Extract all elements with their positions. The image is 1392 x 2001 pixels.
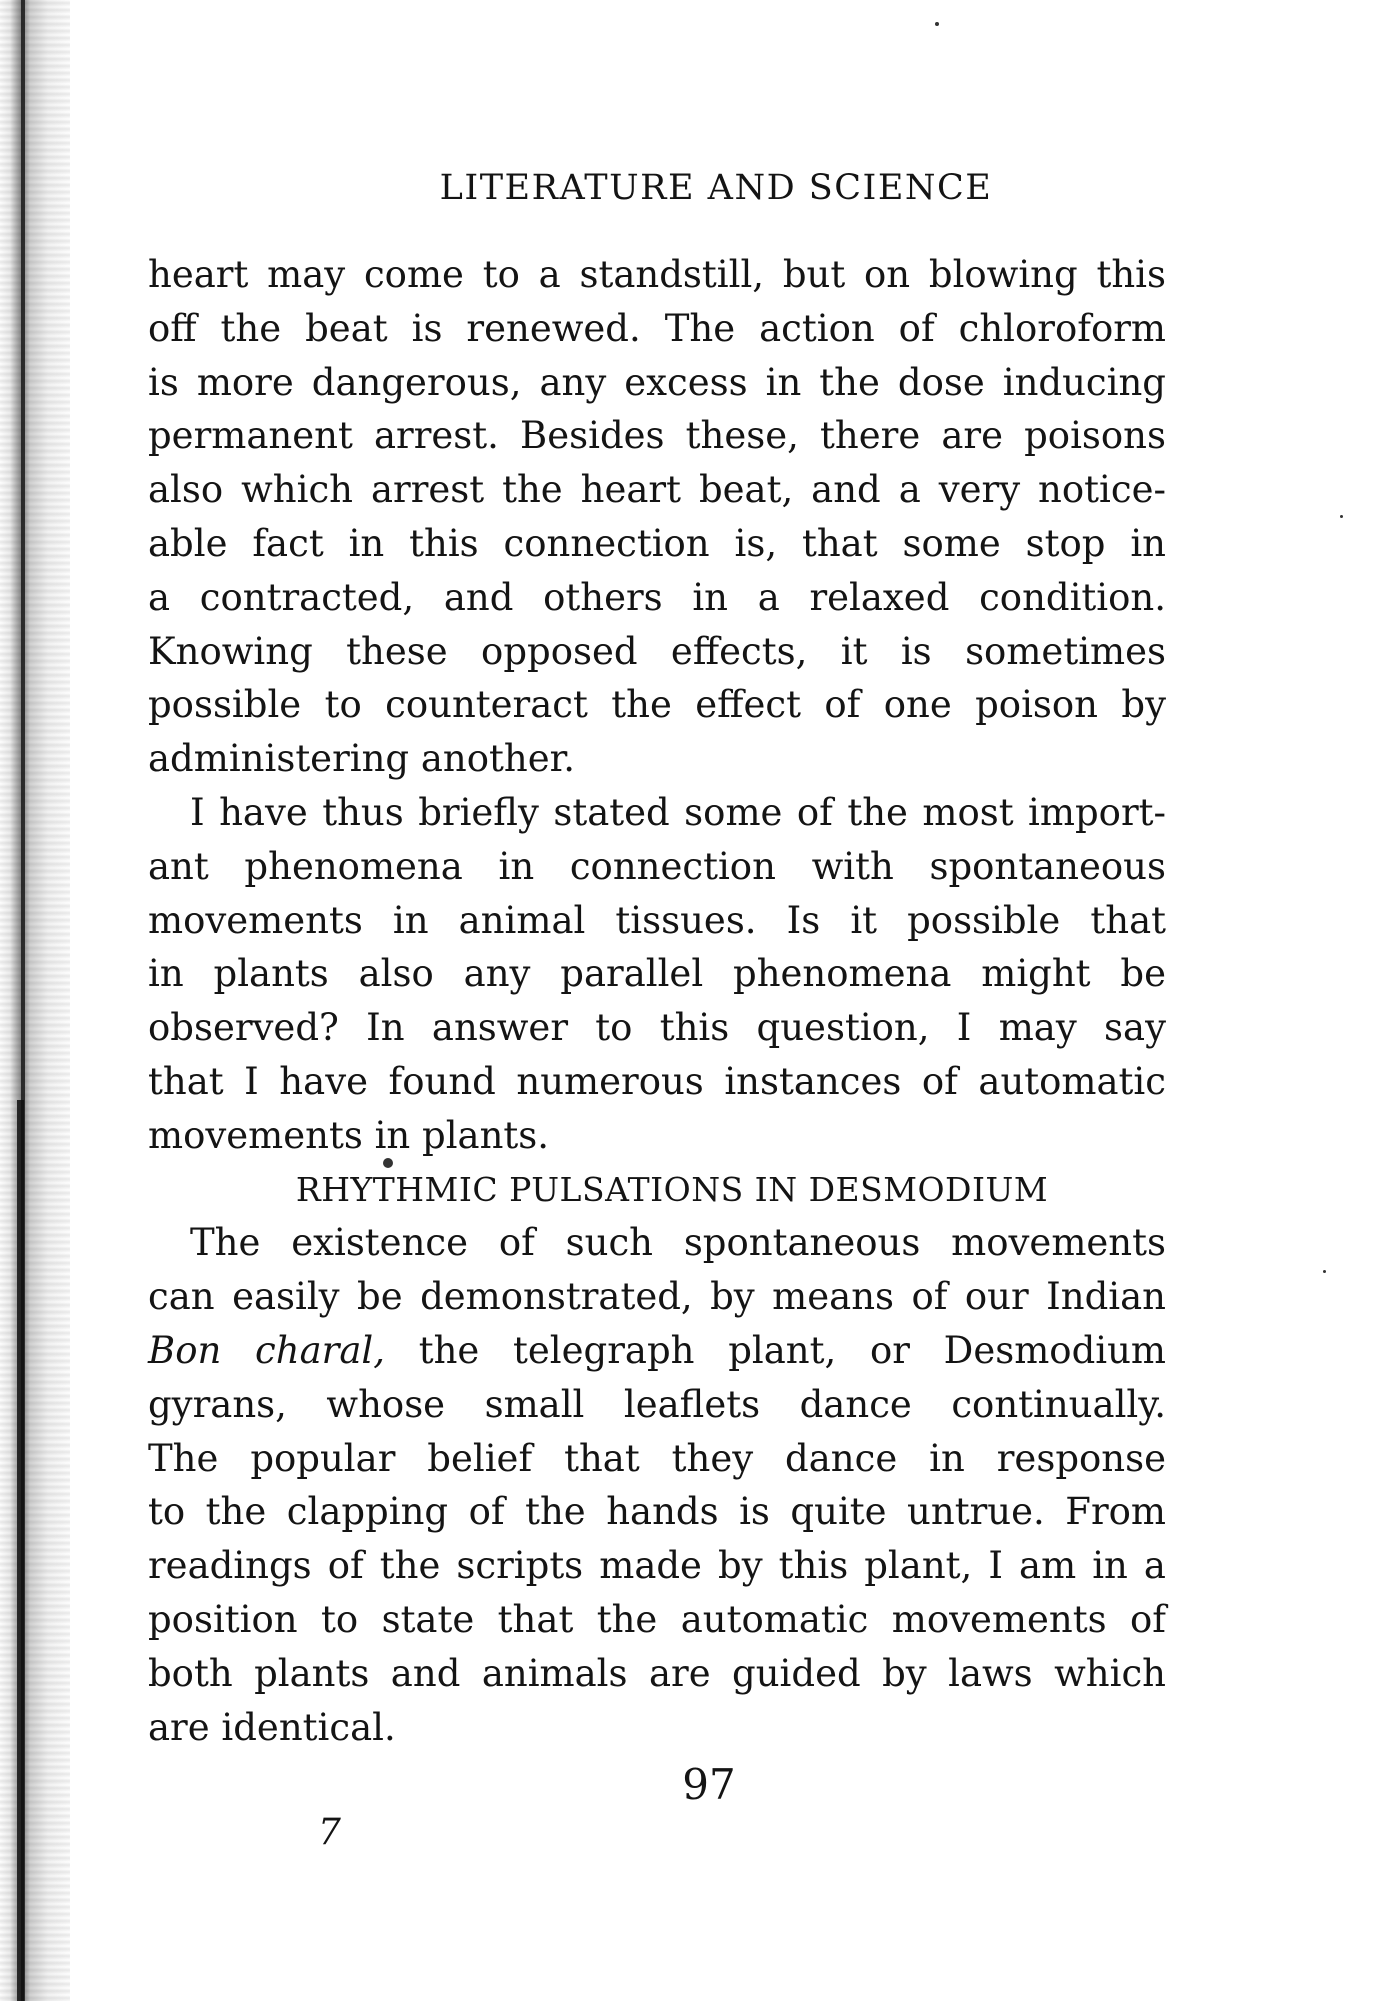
text-line: can easily be demonstrated, by means of our Indian (148, 1275, 1166, 1319)
section-heading: RHYTHMIC PULSATIONS IN DESMODIUM (295, 1169, 1049, 1209)
text-line: possible to counteract the effect of one poison by (148, 683, 1166, 727)
text-line: The existence of such spontaneous movements (190, 1221, 1166, 1265)
text-line: readings of the scripts made by this plant, I am in a (148, 1544, 1166, 1588)
text-line: are identical. (148, 1705, 396, 1749)
text-line: administering another. (148, 737, 576, 781)
signature-mark: 7 (318, 1812, 341, 1853)
page-body (148, 248, 1166, 1754)
ink-speck (935, 22, 939, 26)
text-fragment: the telegraph plant, or Desmodium (384, 1328, 1167, 1372)
text-line: heart may come to a standstill, but on blowing this (148, 253, 1166, 296)
text-line: I have thus briefly stated some of the most import- (190, 790, 1166, 834)
text-line: permanent arrest. Besides these, there are poisons (148, 414, 1166, 458)
text-line: to the clapping of the hands is quite untrue. From (148, 1490, 1166, 1534)
text-line: observed? In answer to this question, I may say (148, 1006, 1166, 1050)
text-line: movements in animal tissues. Is it possible that (148, 898, 1166, 942)
text-line: The popular belief that they dance in response (148, 1436, 1166, 1480)
ink-speck (1323, 1270, 1326, 1273)
paragraph-1 (148, 248, 1166, 786)
text-line: is more dangerous, any excess in the dose inducing (148, 360, 1166, 404)
text-line: movements in plants. (148, 1113, 550, 1157)
text-line: Knowing these opposed effects, it is sometimes (148, 629, 1166, 673)
ink-speck (1340, 515, 1343, 518)
text-line: ant phenomena in connection with spontaneous (148, 844, 1166, 888)
text-line: position to state that the automatic movements of (148, 1597, 1166, 1641)
text-line: in plants also any parallel phenomena might be (148, 952, 1166, 996)
text-line (148, 1324, 1166, 1378)
running-head: LITERATURE AND SCIENCE (439, 168, 993, 208)
binding-shadow (0, 0, 70, 2001)
paragraph-3 (148, 1216, 1166, 1754)
text-line: also which arrest the heart beat, and a very notice- (148, 468, 1166, 512)
text-line: able fact in this connection is, that some stop in (148, 521, 1166, 565)
binding-edge-line-lower (17, 1100, 24, 2001)
ink-speck (383, 1158, 393, 1168)
paragraph-2 (148, 786, 1166, 1163)
text-line: both plants and animals are guided by laws which (148, 1651, 1166, 1695)
text-line: a contracted, and others in a relaxed condition. (148, 575, 1166, 619)
text-line: gyrans, whose small leaflets dance continually. (148, 1382, 1166, 1426)
text-line: that I have found numerous instances of automatic (148, 1059, 1166, 1103)
text-line: off the beat is renewed. The action of chloroform (148, 306, 1166, 350)
italic-term: Bon charal, (148, 1328, 385, 1372)
page-number: 97 (682, 1760, 736, 1809)
